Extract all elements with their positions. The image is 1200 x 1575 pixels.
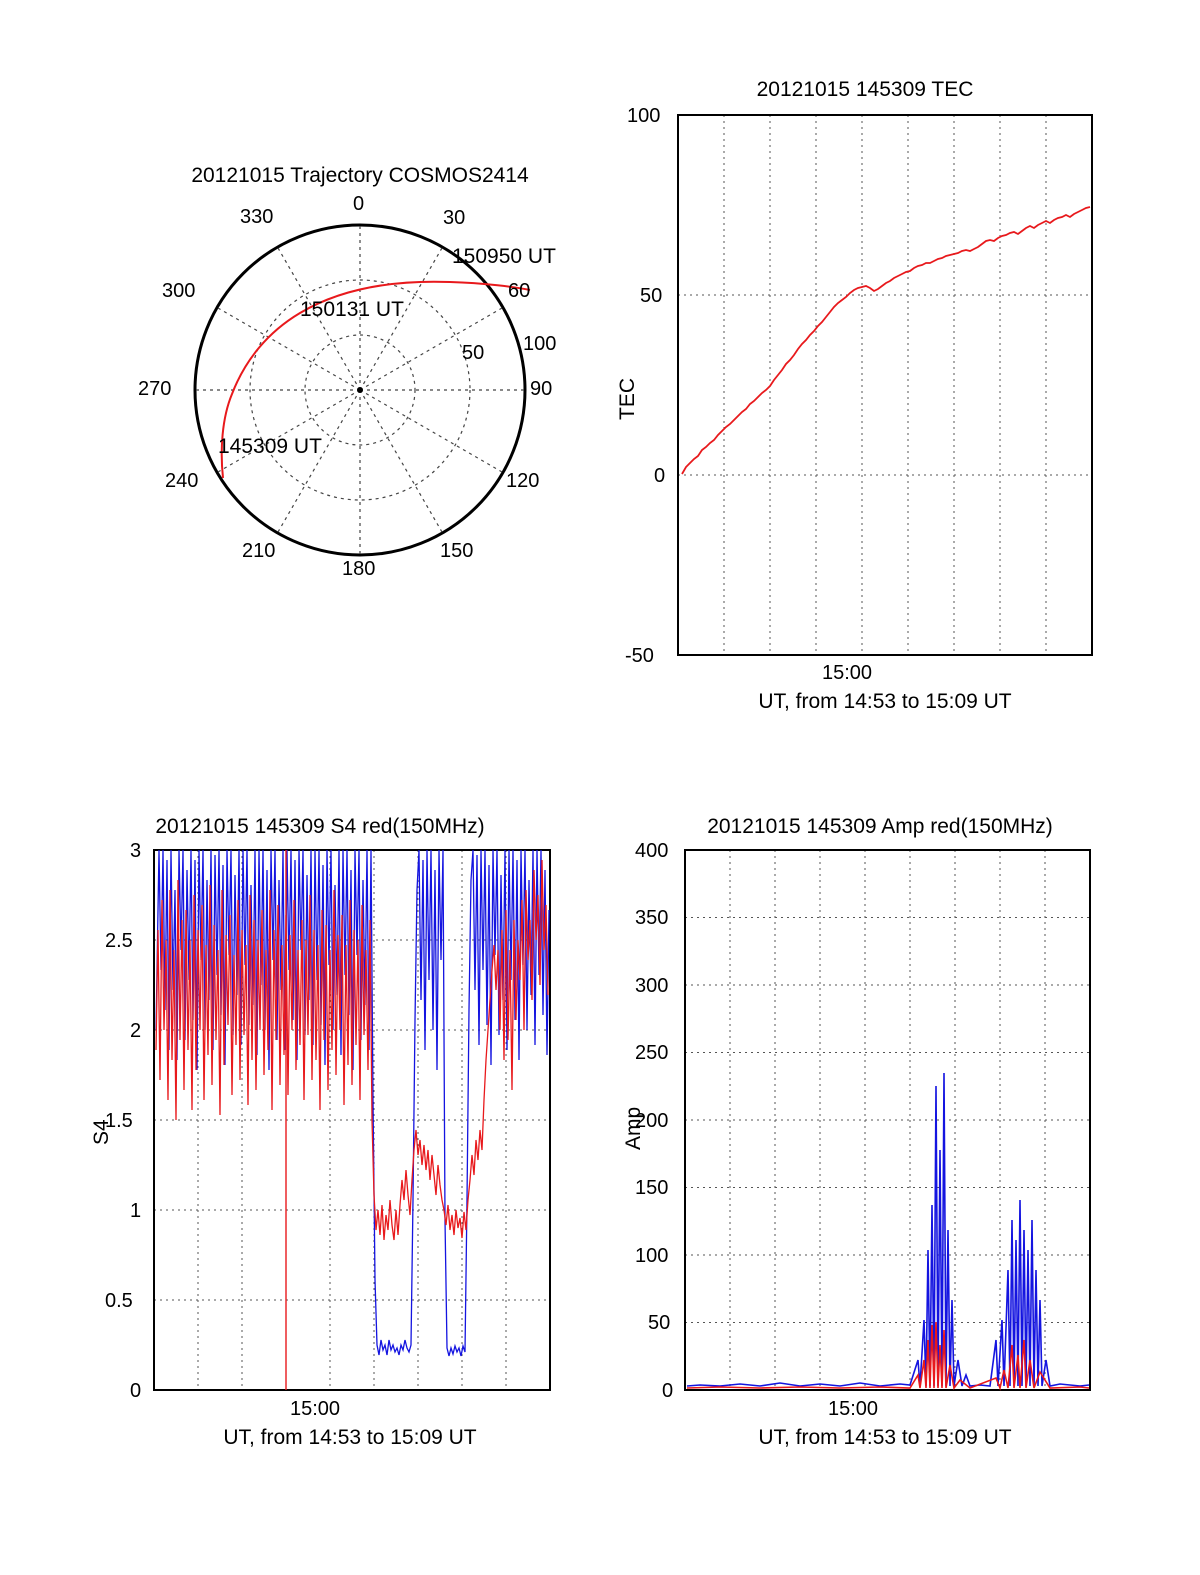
tec-ytick--50: -50 [625, 645, 654, 667]
amp-ytick-300: 300 [635, 975, 669, 997]
tec-plot [600, 60, 1120, 720]
s4-ytick-0-5: 0.5 [105, 1290, 133, 1312]
amp-plot [600, 800, 1160, 1480]
panel-s4 [20, 800, 600, 1480]
polar-radial-tick-50: 50 [462, 342, 485, 364]
tec-ylabel: TEC [616, 378, 639, 420]
s4-xtick-1500: 15:00 [290, 1398, 341, 1420]
amp-ytick-400: 400 [635, 840, 669, 862]
tec-ytick-100: 100 [627, 105, 661, 127]
annotation-150950ut: 150950 UT [452, 245, 556, 268]
trajectory-title: 20121015 Trajectory COSMOS2414 [191, 164, 529, 187]
polar-tick-30: 30 [443, 207, 466, 229]
tec-title: 20121015 145309 TEC [756, 78, 974, 101]
tec-trace-red [682, 207, 1090, 474]
s4-trace-blue [156, 850, 549, 1356]
tec-ytick-50: 50 [640, 285, 663, 307]
polar-center-dot [357, 387, 363, 393]
amp-ytick-150: 150 [635, 1177, 669, 1199]
panel-trajectory [110, 150, 610, 620]
polar-radial-tick-100: 100 [523, 333, 557, 355]
amp-ytick-350: 350 [635, 907, 669, 929]
annotation-145309ut: 145309 UT [218, 435, 322, 458]
panel-tec [600, 60, 1120, 720]
s4-ytick-3: 3 [130, 840, 142, 862]
s4-ylabel: S4 [90, 1119, 113, 1145]
s4-title: 20121015 145309 S4 red(150MHz) [155, 815, 485, 838]
s4-ytick-0: 0 [130, 1380, 142, 1402]
amp-title: 20121015 145309 Amp red(150MHz) [707, 815, 1053, 838]
tec-xtick-1500: 15:00 [822, 662, 873, 684]
polar-tick-60: 60 [508, 280, 531, 302]
polar-tick-150: 150 [440, 540, 474, 562]
s4-xcaption: UT, from 14:53 to 15:09 UT [223, 1426, 477, 1449]
amp-xtick-1500: 15:00 [828, 1398, 879, 1420]
s4-ytick-2: 2 [130, 1020, 142, 1042]
tec-axes-box [678, 115, 1092, 655]
polar-tick-300: 300 [162, 280, 196, 302]
polar-tick-270: 270 [138, 378, 172, 400]
polar-tick-90: 90 [530, 378, 553, 400]
amp-xcaption: UT, from 14:53 to 15:09 UT [758, 1426, 1012, 1449]
amp-ytick-50: 50 [648, 1312, 671, 1334]
amp-ylabel: Amp [622, 1106, 645, 1150]
s4-ytick-2-5: 2.5 [105, 930, 133, 952]
polar-tick-180: 180 [342, 558, 376, 580]
amp-ytick-0: 0 [662, 1380, 674, 1402]
s4-ytick-1: 1 [130, 1200, 142, 1222]
tec-gridlines [678, 115, 1092, 655]
panel-amp [600, 800, 1160, 1480]
annotation-150131ut: 150131 UT [300, 298, 404, 321]
amp-ytick-250: 250 [635, 1042, 669, 1064]
polar-tick-120: 120 [506, 470, 540, 492]
tec-xcaption: UT, from 14:53 to 15:09 UT [758, 690, 1012, 713]
amp-ytick-200: 200 [635, 1110, 669, 1132]
polar-tick-210: 210 [242, 540, 276, 562]
polar-tick-0: 0 [353, 193, 365, 215]
s4-ytick-1-5: 1.5 [105, 1110, 133, 1132]
polar-tick-240: 240 [165, 470, 199, 492]
tec-ytick-0: 0 [654, 465, 666, 487]
amp-ytick-100: 100 [635, 1245, 669, 1267]
polar-tick-330: 330 [240, 206, 274, 228]
